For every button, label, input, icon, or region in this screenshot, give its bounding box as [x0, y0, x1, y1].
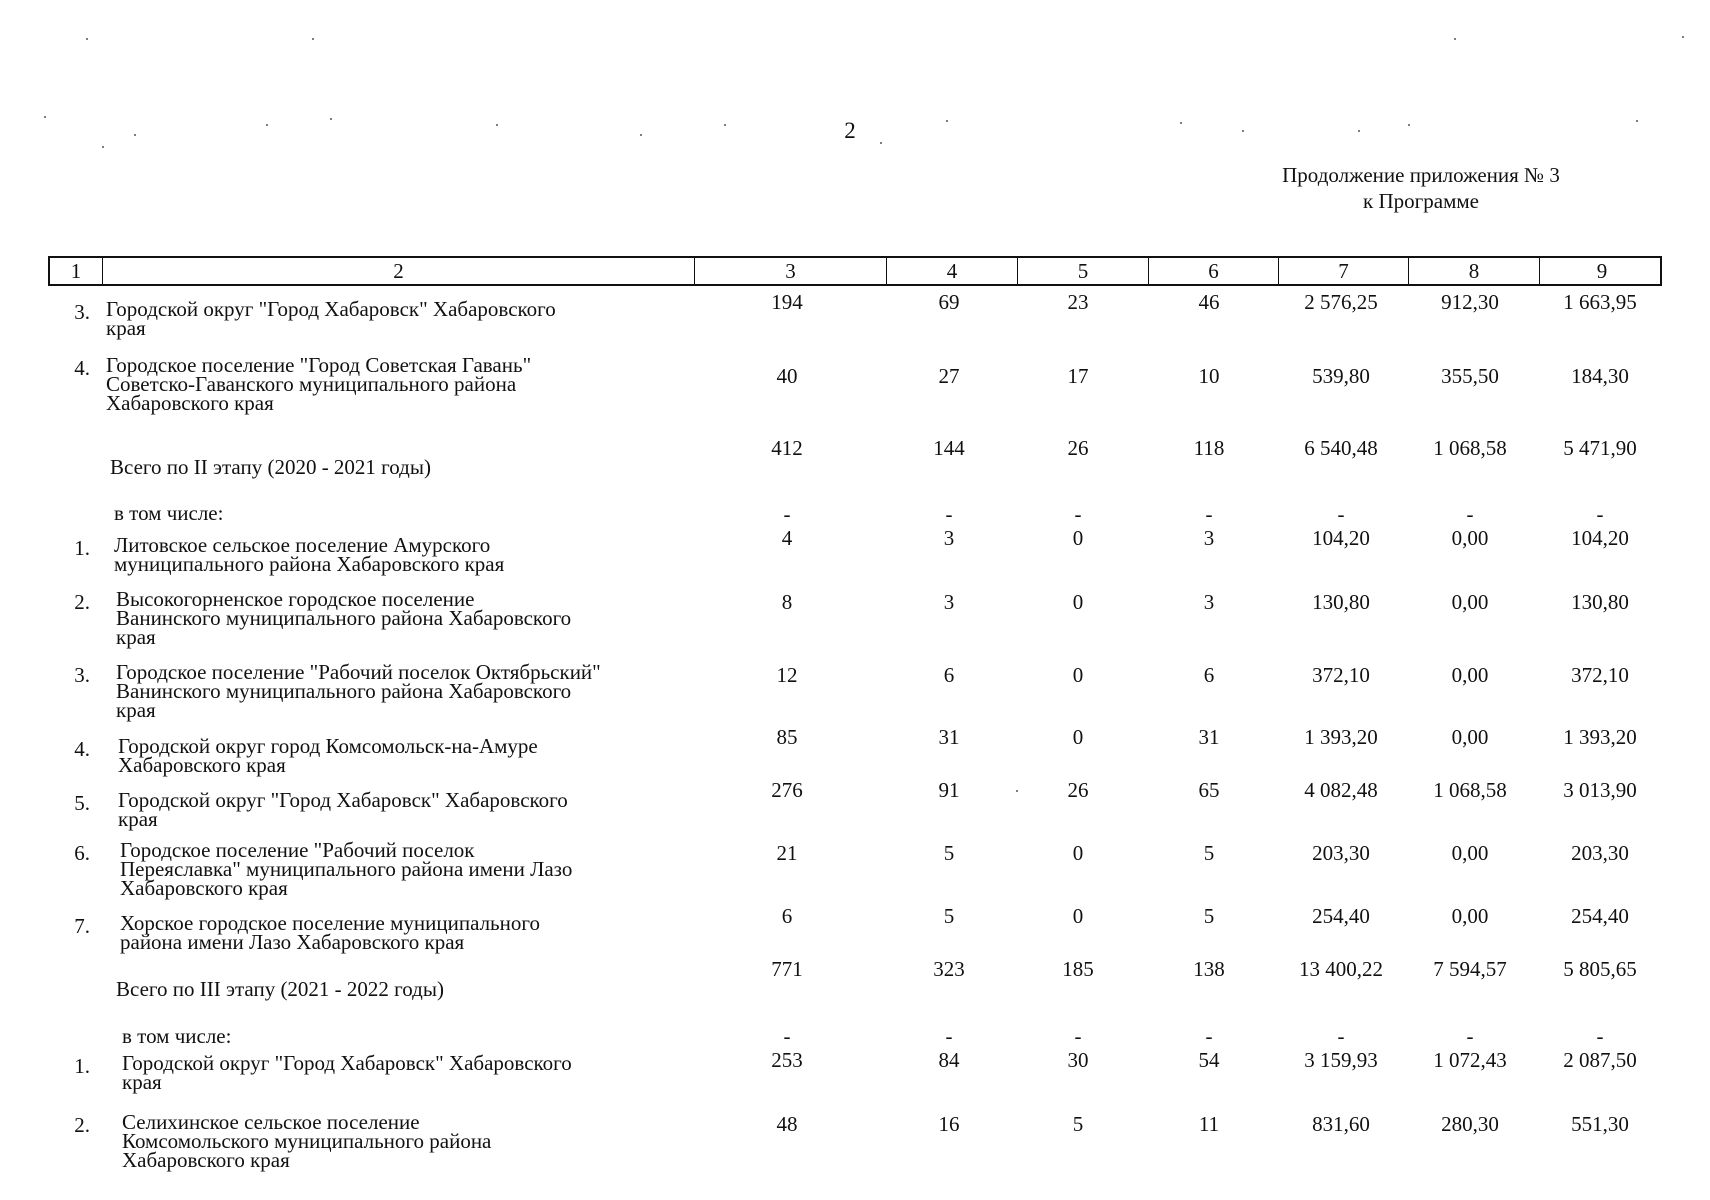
row-name [106, 353, 686, 415]
scan-speck [330, 118, 332, 120]
row-name-line: в том числе: [122, 1024, 232, 1048]
scan-speck [1358, 130, 1360, 132]
row-name-line: Городской округ "Город Хабаровск" Хабаровского [118, 788, 568, 812]
cell-col-9: 2 087,50 [1563, 1048, 1637, 1072]
row-name-line: Городской округ "Город Хабаровск" Хабаровского [122, 1051, 572, 1075]
cell-col-4: - [945, 1024, 953, 1048]
scan-speck [1180, 122, 1182, 124]
cell-col-3: 276 [771, 778, 803, 802]
row-number: 3. [74, 300, 90, 324]
cell-col-3: 771 [771, 957, 803, 981]
row-name [122, 1110, 702, 1172]
cell-col-4: 3 [943, 590, 955, 614]
scan-speck [880, 142, 882, 144]
continuation-line-2: к Программе [1363, 189, 1479, 213]
row-name [122, 1051, 702, 1094]
cell-col-4: 5 [943, 904, 955, 928]
cell-col-3: 253 [771, 1048, 803, 1072]
cell-col-7: 3 159,93 [1304, 1048, 1378, 1072]
row-name-line: Хабаровского края [120, 876, 288, 900]
cell-col-7: 539,80 [1312, 364, 1370, 388]
row-name-line: Всего по III этапу (2021 - 2022 годы) [116, 977, 444, 1001]
cell-col-7: 2 576,25 [1304, 290, 1378, 314]
cell-col-4: 69 [938, 290, 960, 314]
cell-col-8: 912,30 [1441, 290, 1499, 314]
cell-col-3: 21 [776, 841, 798, 865]
cell-col-9: 1 393,20 [1563, 725, 1637, 749]
cell-col-8: 0,00 [1451, 663, 1489, 687]
cell-col-5: 185 [1062, 957, 1094, 981]
cell-col-9: 203,30 [1571, 841, 1629, 865]
cell-col-8: - [1466, 1024, 1474, 1048]
row-name [110, 455, 690, 479]
cell-col-5: 30 [1067, 1048, 1089, 1072]
cell-col-4: 91 [938, 778, 960, 802]
cell-col-8: 1 068,58 [1433, 778, 1507, 802]
cell-col-4: - [945, 502, 953, 526]
row-number: 4. [74, 737, 90, 761]
cell-col-6: 5 [1203, 841, 1215, 865]
row-number: 1. [74, 536, 90, 560]
row-number: 7. [74, 914, 90, 938]
cell-col-4: 6 [943, 663, 955, 687]
row-name-line: Советско-Гаванского муниципального района [106, 372, 517, 396]
row-name-line: Ванинского муниципального района Хабаровского [116, 679, 572, 703]
cell-col-9: 1 663,95 [1563, 290, 1637, 314]
cell-col-3: 40 [776, 364, 798, 388]
row-name-line: в том числе: [114, 501, 224, 525]
header-col-8: 8 [1408, 258, 1539, 284]
cell-col-6: 138 [1193, 957, 1225, 981]
cell-col-8: 0,00 [1451, 841, 1489, 865]
row-name-line: Литовское сельское поселение Амурского [114, 533, 491, 557]
row-name-line: Селихинское сельское поселение [122, 1110, 420, 1134]
cell-col-7: 1 393,20 [1304, 725, 1378, 749]
cell-col-9: 372,10 [1571, 663, 1629, 687]
cell-col-4: 323 [933, 957, 965, 981]
cell-col-9: 5 805,65 [1563, 957, 1637, 981]
row-name [118, 734, 698, 777]
cell-col-5: 0 [1072, 663, 1084, 687]
row-name-line: района имени Лазо Хабаровского края [120, 930, 465, 954]
header-col-3: 3 [694, 258, 886, 284]
cell-col-7: 6 540,48 [1304, 436, 1378, 460]
header-col-7: 7 [1278, 258, 1408, 284]
cell-col-7: 254,40 [1312, 904, 1370, 928]
cell-col-4: 144 [933, 436, 965, 460]
header-col-6: 6 [1148, 258, 1278, 284]
cell-col-9: 551,30 [1571, 1112, 1629, 1136]
scan-speck [1016, 790, 1018, 792]
row-name [114, 533, 694, 576]
cell-col-7: 104,20 [1312, 526, 1370, 550]
scan-speck [266, 124, 268, 126]
scan-speck [1636, 120, 1638, 122]
cell-col-5: - [1074, 1024, 1082, 1048]
cell-col-5: 0 [1072, 725, 1084, 749]
cell-col-7: 130,80 [1312, 590, 1370, 614]
row-name-line: Хорское городское поселение муниципального [120, 911, 540, 935]
row-name-line: края [116, 698, 156, 722]
cell-col-6: 11 [1198, 1112, 1220, 1136]
cell-col-9: - [1596, 1024, 1604, 1048]
cell-col-4: 31 [938, 725, 960, 749]
row-name [116, 660, 696, 722]
page-number: 2 [844, 118, 856, 143]
cell-col-5: 26 [1067, 436, 1089, 460]
cell-col-4: 16 [938, 1112, 960, 1136]
row-name-line: муниципального района Хабаровского края [114, 552, 505, 576]
cell-col-6: 46 [1198, 290, 1220, 314]
row-number: 3. [74, 663, 90, 687]
scan-speck [86, 38, 88, 40]
row-name [116, 587, 696, 649]
cell-col-6: 6 [1203, 663, 1215, 687]
cell-col-9: 254,40 [1571, 904, 1629, 928]
row-name-line: Переяславка" муниципального района имени Лазо [120, 857, 573, 881]
cell-col-3: 8 [781, 590, 793, 614]
row-number: 2. [74, 590, 90, 614]
row-name-line: Комсомольского муниципального района [122, 1129, 492, 1153]
cell-col-6: 3 [1203, 526, 1215, 550]
scan-speck [724, 124, 726, 126]
row-number: 4. [74, 356, 90, 380]
row-name [120, 911, 700, 954]
scan-speck [1408, 124, 1410, 126]
cell-col-5: 5 [1072, 1112, 1084, 1136]
header-col-1: 1 [70, 259, 82, 283]
scan-speck [134, 134, 136, 136]
scan-speck [1682, 36, 1684, 38]
scan-speck [312, 38, 314, 40]
cell-col-5: 0 [1072, 904, 1084, 928]
cell-col-3: 194 [771, 290, 803, 314]
cell-col-7: 4 082,48 [1304, 778, 1378, 802]
row-name-line: Городской округ "Город Хабаровск" Хабаровского [106, 297, 556, 321]
cell-col-8: 355,50 [1441, 364, 1499, 388]
cell-col-8: 7 594,57 [1433, 957, 1507, 981]
row-name-line: края [118, 807, 158, 831]
row-name-line: Городской округ город Комсомольск-на-Амуре [118, 734, 538, 758]
row-name [106, 297, 686, 340]
cell-col-6: - [1205, 502, 1213, 526]
table-header [48, 256, 1662, 286]
cell-col-9: 104,20 [1571, 526, 1629, 550]
header-col-5: 5 [1017, 258, 1148, 284]
header-col-2: 2 [102, 258, 694, 284]
row-number: 1. [74, 1054, 90, 1078]
row-name-line: Городское поселение "Рабочий поселок [120, 838, 475, 862]
continuation-line-1: Продолжение приложения № 3 [1282, 163, 1560, 187]
row-name-line: края [116, 625, 156, 649]
scan-speck [1454, 38, 1456, 40]
cell-col-7: 831,60 [1312, 1112, 1370, 1136]
cell-col-6: 5 [1203, 904, 1215, 928]
scan-speck [1242, 130, 1244, 132]
cell-col-3: 12 [776, 663, 798, 687]
cell-col-6: 3 [1203, 590, 1215, 614]
cell-col-5: 17 [1067, 364, 1089, 388]
cell-col-5: 23 [1067, 290, 1089, 314]
row-name-line: Хабаровского края [106, 391, 274, 415]
cell-col-6: 54 [1198, 1048, 1220, 1072]
cell-col-9: 3 013,90 [1563, 778, 1637, 802]
cell-col-9: - [1596, 502, 1604, 526]
row-number: 6. [74, 841, 90, 865]
row-name-line: Городское поселение "Город Советская Гавань" [106, 353, 532, 377]
cell-col-3: 4 [781, 526, 793, 550]
scan-speck [102, 146, 104, 148]
cell-col-8: 1 068,58 [1433, 436, 1507, 460]
cell-col-3: 6 [781, 904, 793, 928]
row-name-line: Хабаровского края [122, 1148, 290, 1172]
row-number: 2. [74, 1113, 90, 1137]
cell-col-7: 13 400,22 [1299, 957, 1383, 981]
cell-col-3: - [783, 502, 791, 526]
row-name-line: Городское поселение "Рабочий поселок Октябрьский" [116, 660, 601, 684]
cell-col-6: 118 [1193, 436, 1225, 460]
cell-col-7: 203,30 [1312, 841, 1370, 865]
cell-col-3: 48 [776, 1112, 798, 1136]
cell-col-5: 0 [1072, 526, 1084, 550]
cell-col-3: 412 [771, 436, 803, 460]
cell-col-5: - [1074, 502, 1082, 526]
cell-col-8: 0,00 [1451, 526, 1489, 550]
cell-col-6: 65 [1198, 778, 1220, 802]
cell-col-6: 31 [1198, 725, 1220, 749]
cell-col-4: 84 [938, 1048, 960, 1072]
row-name [114, 501, 694, 525]
cell-col-3: 85 [776, 725, 798, 749]
scan-speck [44, 116, 46, 118]
row-name-line: Хабаровского края [118, 753, 286, 777]
cell-col-6: - [1205, 1024, 1213, 1048]
cell-col-8: 0,00 [1451, 904, 1489, 928]
cell-col-7: - [1337, 1024, 1345, 1048]
cell-col-8: 1 072,43 [1433, 1048, 1507, 1072]
cell-col-4: 3 [943, 526, 955, 550]
row-name-line: Всего по II этапу (2020 - 2021 годы) [110, 455, 431, 479]
cell-col-4: 27 [938, 364, 960, 388]
cell-col-8: 280,30 [1441, 1112, 1499, 1136]
row-name [122, 1024, 702, 1048]
scan-speck [640, 134, 642, 136]
header-col-4: 4 [886, 258, 1017, 284]
cell-col-9: 184,30 [1571, 364, 1629, 388]
continuation-heading [1226, 162, 1616, 214]
scan-speck [946, 120, 948, 122]
cell-col-7: - [1337, 502, 1345, 526]
row-name-line: Высокогорненское городское поселение [116, 587, 475, 611]
cell-col-9: 5 471,90 [1563, 436, 1637, 460]
cell-col-5: 0 [1072, 590, 1084, 614]
cell-col-5: 0 [1072, 841, 1084, 865]
cell-col-4: 5 [943, 841, 955, 865]
row-name-line: края [106, 316, 146, 340]
cell-col-3: - [783, 1024, 791, 1048]
row-name [120, 838, 700, 900]
cell-col-9: 130,80 [1571, 590, 1629, 614]
header-col-9: 9 [1539, 258, 1664, 284]
cell-col-8: - [1466, 502, 1474, 526]
cell-col-8: 0,00 [1451, 725, 1489, 749]
row-name [118, 788, 698, 831]
cell-col-5: 26 [1067, 778, 1089, 802]
cell-col-8: 0,00 [1451, 590, 1489, 614]
row-name-line: Ванинского муниципального района Хабаровского [116, 606, 572, 630]
cell-col-7: 372,10 [1312, 663, 1370, 687]
row-number: 5. [74, 791, 90, 815]
scan-speck [496, 124, 498, 126]
cell-col-6: 10 [1198, 364, 1220, 388]
row-name [116, 977, 696, 1001]
row-name-line: края [122, 1070, 162, 1094]
